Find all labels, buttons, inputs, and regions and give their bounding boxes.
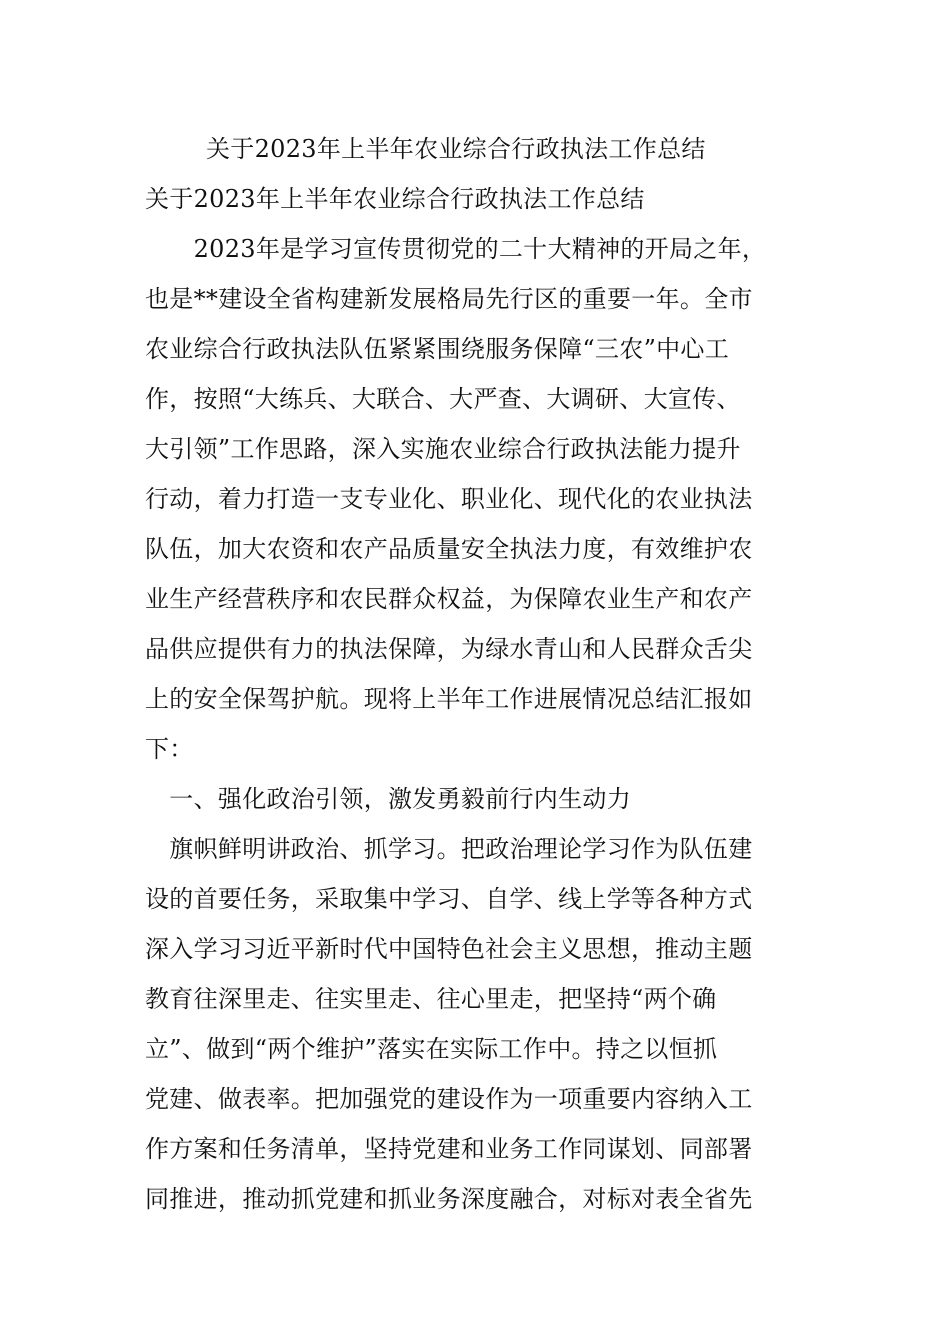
document-title-repeated: 关于2023年上半年农业综合行政执法工作总结 <box>145 185 645 213</box>
paragraph-line: 品供应提供有力的执法保障，为绿水青山和人民群众舌尖 <box>145 635 753 663</box>
paragraph-line: 行动，着力打造一支专业化、职业化、现代化的农业执法 <box>145 485 753 513</box>
paragraph-line: 教育往深里走、往实里走、往心里走，把坚持“两个确 <box>145 985 717 1013</box>
paragraph-line: 业生产经营秩序和农民群众权益，为保障农业生产和农产 <box>145 585 753 613</box>
document-title: 关于2023年上半年农业综合行政执法工作总结 <box>206 135 706 163</box>
paragraph-line: 作方案和任务清单，坚持党建和业务工作同谋划、同部署 <box>145 1135 753 1163</box>
paragraph-line: 2023年是学习宣传贯彻党的二十大精神的开局之年， <box>145 235 767 263</box>
paragraph-line: 作，按照“大练兵、大联合、大严查、大调研、大宣传、 <box>145 385 741 413</box>
paragraph-line: 农业综合行政执法队伍紧紧围绕服务保障“三农”中心工 <box>145 335 730 363</box>
paragraph-line: 立”、做到“两个维护”落实在实际工作中。持之以恒抓 <box>145 1035 718 1063</box>
paragraph-line: 深入学习习近平新时代中国特色社会主义思想，推动主题 <box>145 935 753 963</box>
paragraph-line: 队伍，加大农资和农产品质量安全执法力度，有效维护农 <box>145 535 753 563</box>
section-heading: 一、强化政治引领，激发勇毅前行内生动力 <box>145 785 631 813</box>
paragraph-line: 党建、做表率。把加强党的建设作为一项重要内容纳入工 <box>145 1085 753 1113</box>
paragraph-line: 上的安全保驾护航。现将上半年工作进展情况总结汇报如 <box>145 685 753 713</box>
paragraph-line: 同推进，推动抓党建和抓业务深度融合，对标对表全省先 <box>145 1185 753 1213</box>
paragraph-line: 设的首要任务，采取集中学习、自学、线上学等各种方式 <box>145 885 753 913</box>
paragraph-line: 旗帜鲜明讲政治、抓学习。把政治理论学习作为队伍建 <box>145 835 753 863</box>
paragraph-line: 下： <box>145 735 194 763</box>
paragraph-line: 也是**建设全省构建新发展格局先行区的重要一年。全市 <box>145 285 753 313</box>
paragraph-line: 大引领”工作思路，深入实施农业综合行政执法能力提升 <box>145 435 741 463</box>
